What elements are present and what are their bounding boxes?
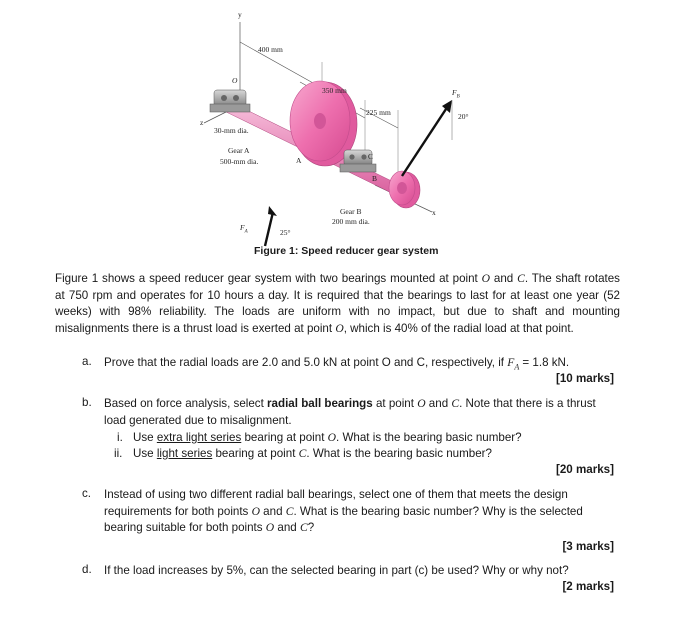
question-b-ii-num: ii.: [114, 447, 123, 460]
question-c-text: Instead of using two different radial ball bearings, select one of them that meets the design requirements for both points O and C. What is the bearing basic number? Why is the selected bearing suitable for both points O and C?: [104, 488, 583, 535]
gear-b: [389, 171, 420, 208]
question-d-letter: d.: [82, 563, 92, 576]
force-b-label: $F_B$: [452, 88, 460, 100]
force-b-arrow: [402, 106, 448, 176]
y-axis-label: y: [238, 10, 242, 19]
question-d-marks: [2 marks]: [562, 580, 614, 593]
question-d-text: If the load increases by 5%, can the selected bearing in part (c) be used? Why or why not?: [104, 564, 569, 577]
question-b-i-num: i.: [117, 431, 123, 444]
question-b-text: Based on force analysis, select radial ball bearings at point O and C. Note that there is a thrust load generated due to misalignment.: [104, 397, 596, 427]
gear-b-dia-label: 200 mm dia.: [332, 217, 370, 226]
gear-a-name-label: Gear A: [228, 146, 250, 155]
figure-caption: Figure 1: Speed reducer gear system: [254, 245, 439, 257]
question-c-marks: [3 marks]: [562, 540, 614, 553]
gear-b-name-label: Gear B: [340, 207, 362, 216]
question-a-text: Prove that the radial loads are 2.0 and 5.0 kN at point O and C, respectively, if $F_A = 1.8$ kN.: [104, 356, 570, 372]
question-a-letter: a.: [82, 355, 92, 368]
gear-system-diagram: [170, 0, 470, 250]
speed-reducer-figure: [170, 0, 470, 250]
dim-350-label: 350 mm: [322, 86, 347, 95]
question-b-ii-text: Use light series bearing at point C. What is the bearing basic number?: [133, 447, 492, 460]
shaft-dia-label: 30-mm dia.: [214, 126, 249, 135]
angle-b-label: 20°: [458, 112, 469, 121]
force-a-label: $F_A$: [240, 223, 248, 235]
x-axis-label: x: [432, 208, 436, 217]
bearing-o: [210, 90, 250, 112]
question-b-i-text: Use extra light series bearing at point O. What is the bearing basic number?: [133, 431, 522, 444]
intro-paragraph: Figure 1 shows a speed reducer gear system with two bearings mounted at point O and C. The shaft rotates at 750 rpm and operates for 10 hours a day. It is required that the bearings to last for at least one year (52 weeks) with 98% reliability. The loads are uniform with no impact, but due to shaft and mounting misalignments there is a thrust load is exerted at point O, which is 40% of the radial load at that point.: [55, 272, 620, 336]
dim-400-label: 400 mm: [258, 45, 283, 54]
dim-225-label: 225 mm: [366, 108, 391, 117]
point-o-label: O: [232, 76, 238, 85]
force-a-arrow: [265, 212, 273, 246]
angle-a-label: 25°: [280, 228, 291, 237]
question-b-letter: b.: [82, 396, 92, 409]
point-b-label: B: [372, 174, 378, 183]
gear-a-dia-label: 500-mm dia.: [220, 157, 259, 166]
question-c-letter: c.: [82, 487, 92, 500]
point-a-label: A: [296, 156, 302, 165]
question-b-marks: [20 marks]: [555, 463, 614, 476]
question-a-marks: [10 marks]: [555, 372, 614, 385]
z-axis-label: z: [200, 118, 204, 127]
point-c-label: C: [368, 152, 374, 161]
